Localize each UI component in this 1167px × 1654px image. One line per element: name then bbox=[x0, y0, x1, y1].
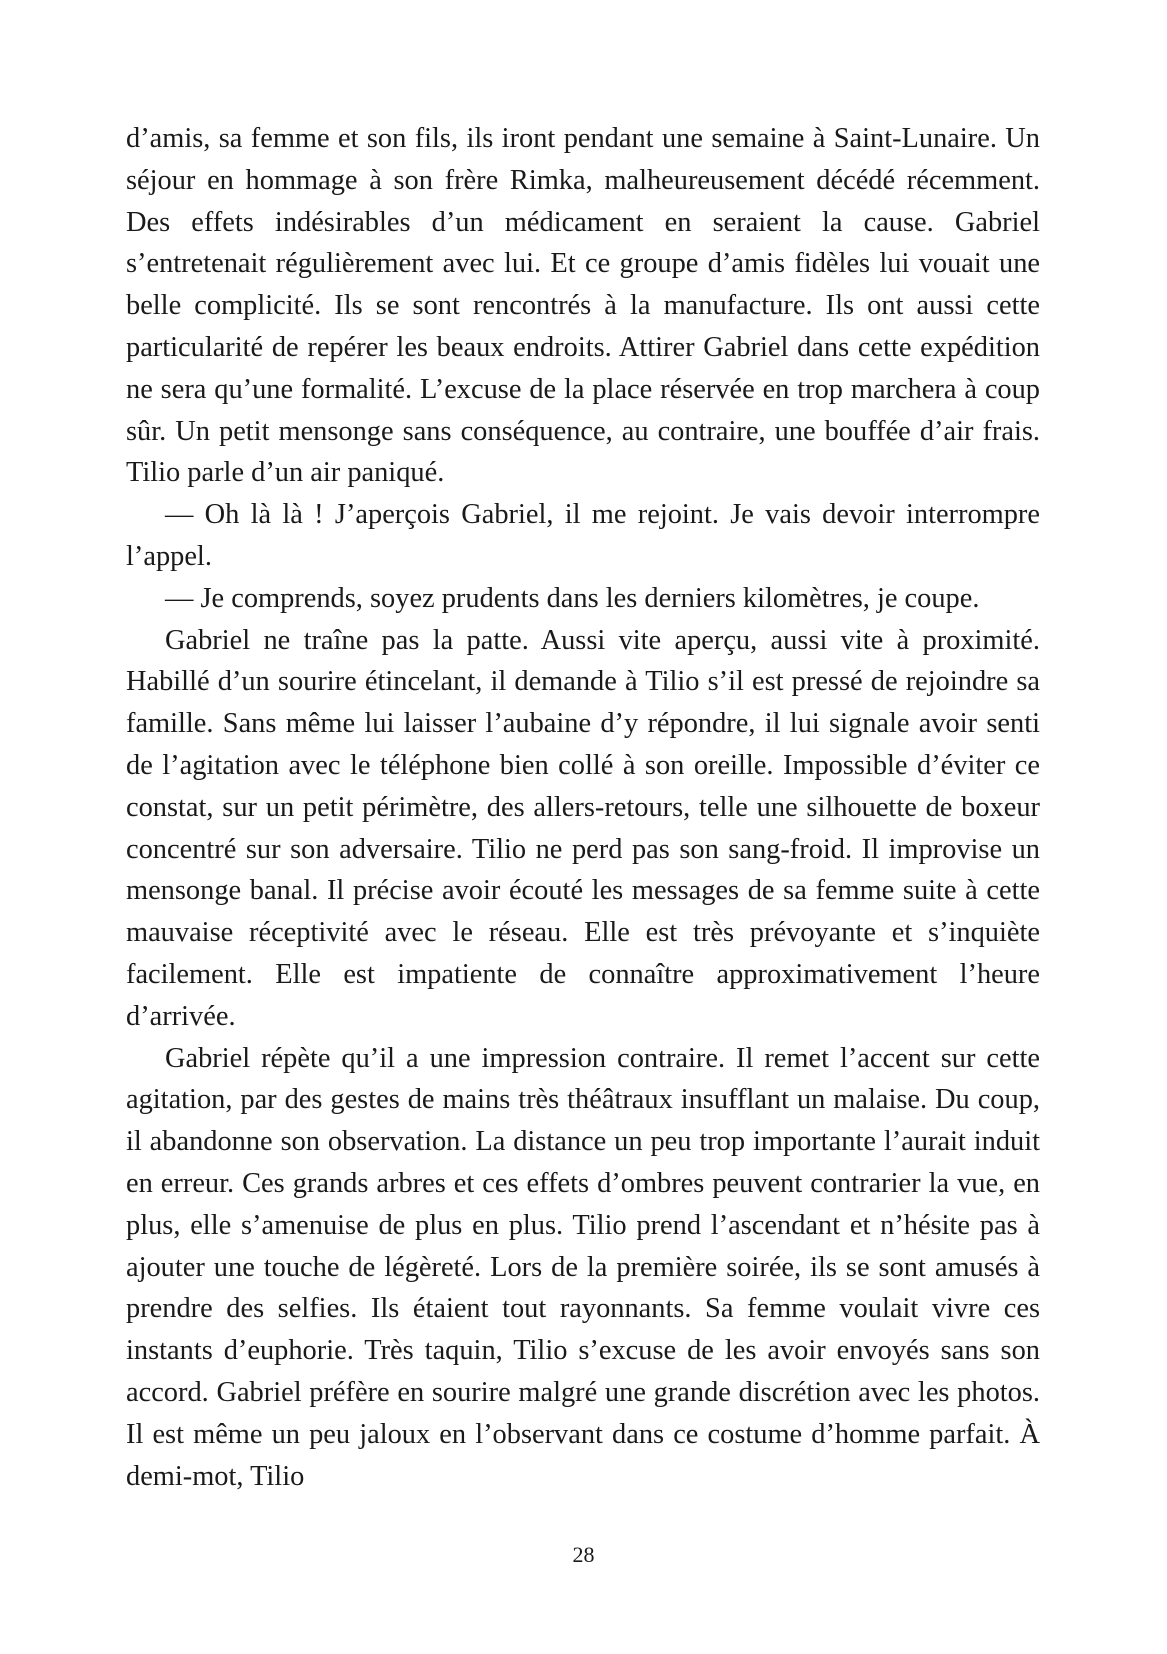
page-body bbox=[126, 118, 1040, 1497]
paragraph-4: Gabriel ne traîne pas la patte. Aussi vite aperçu, aussi vite à proximité. Habillé d’un sourire étincelant, il demande à Tilio s’il est pressé de rejoindre sa famille. Sans même lui laisser l’aubaine d’y répondre, il lui signale avoir senti de l’agitation avec le téléphone bien collé à son oreille. Impossible d’éviter ce constat, sur un petit périmètre, des allers-retours, telle une silhouette de boxeur concentré sur son adversaire. Tilio ne perd pas son sang-froid. Il improvise un mensonge banal. Il précise avoir écouté les messages de sa femme suite à cette mauvaise réceptivité avec le réseau. Elle est très prévoyante et s’inquiète facilement. Elle est impatiente de connaître approximativement l’heure d’arrivée. bbox=[126, 624, 1040, 1032]
paragraph-3-dialogue: — Je comprends, soyez prudents dans les derniers kilomètres, je coupe. bbox=[165, 582, 980, 614]
paragraph-5: Gabriel répète qu’il a une impression contraire. Il remet l’accent sur cette agitation, par des gestes de mains très théâtraux insufflant un malaise. Du coup, il abandonne son observation. La distance un peu trop importante l’aurait induit en erreur. Ces grands arbres et ces effets d’ombres peuvent contrarier la vue, en plus, elle s’amenuise de plus en plus. Tilio prend l’ascendant et n’hésite pas à ajouter une touche de légèreté. Lors de la première soirée, ils se sont amusés à prendre des selfies. Ils étaient tout rayonnants. Sa femme voulait vivre ces instants d’euphorie. Très taquin, Tilio s’excuse de les avoir envoyés sans son accord. Gabriel préfère en sourire malgré une grande discrétion avec les photos. Il est même un peu jaloux en l’observant dans ce costume d’homme parfait. À demi-mot, Tilio bbox=[126, 1042, 1040, 1492]
paragraph-2-dialogue: — Oh là là ! J’aperçois Gabriel, il me rejoint. Je vais devoir interrompre l’appel. bbox=[126, 499, 1040, 572]
page-number: 28 bbox=[572, 1542, 595, 1567]
paragraph-1: d’amis, sa femme et son fils, ils iront pendant une semaine à Saint-Lunaire. Un séjour en hommage à son frère Rimka, malheureusement décédé récemment. Des effets indésirables d’un médicament en seraient la cause. Gabriel s’entretenait régulièrement avec lui. Et ce groupe d’amis fidèles lui vouait une belle complicité. Ils se sont rencontrés à la manufacture. Ils ont aussi cette particularité de repérer les beaux endroits. Attirer Gabriel dans cette expédition ne sera qu’une formalité. L’excuse de la place réservée en trop marchera à coup sûr. Un petit mensonge sans conséquence, au contraire, une bouffée d’air frais. Tilio parle d’un air paniqué. bbox=[126, 123, 1040, 489]
